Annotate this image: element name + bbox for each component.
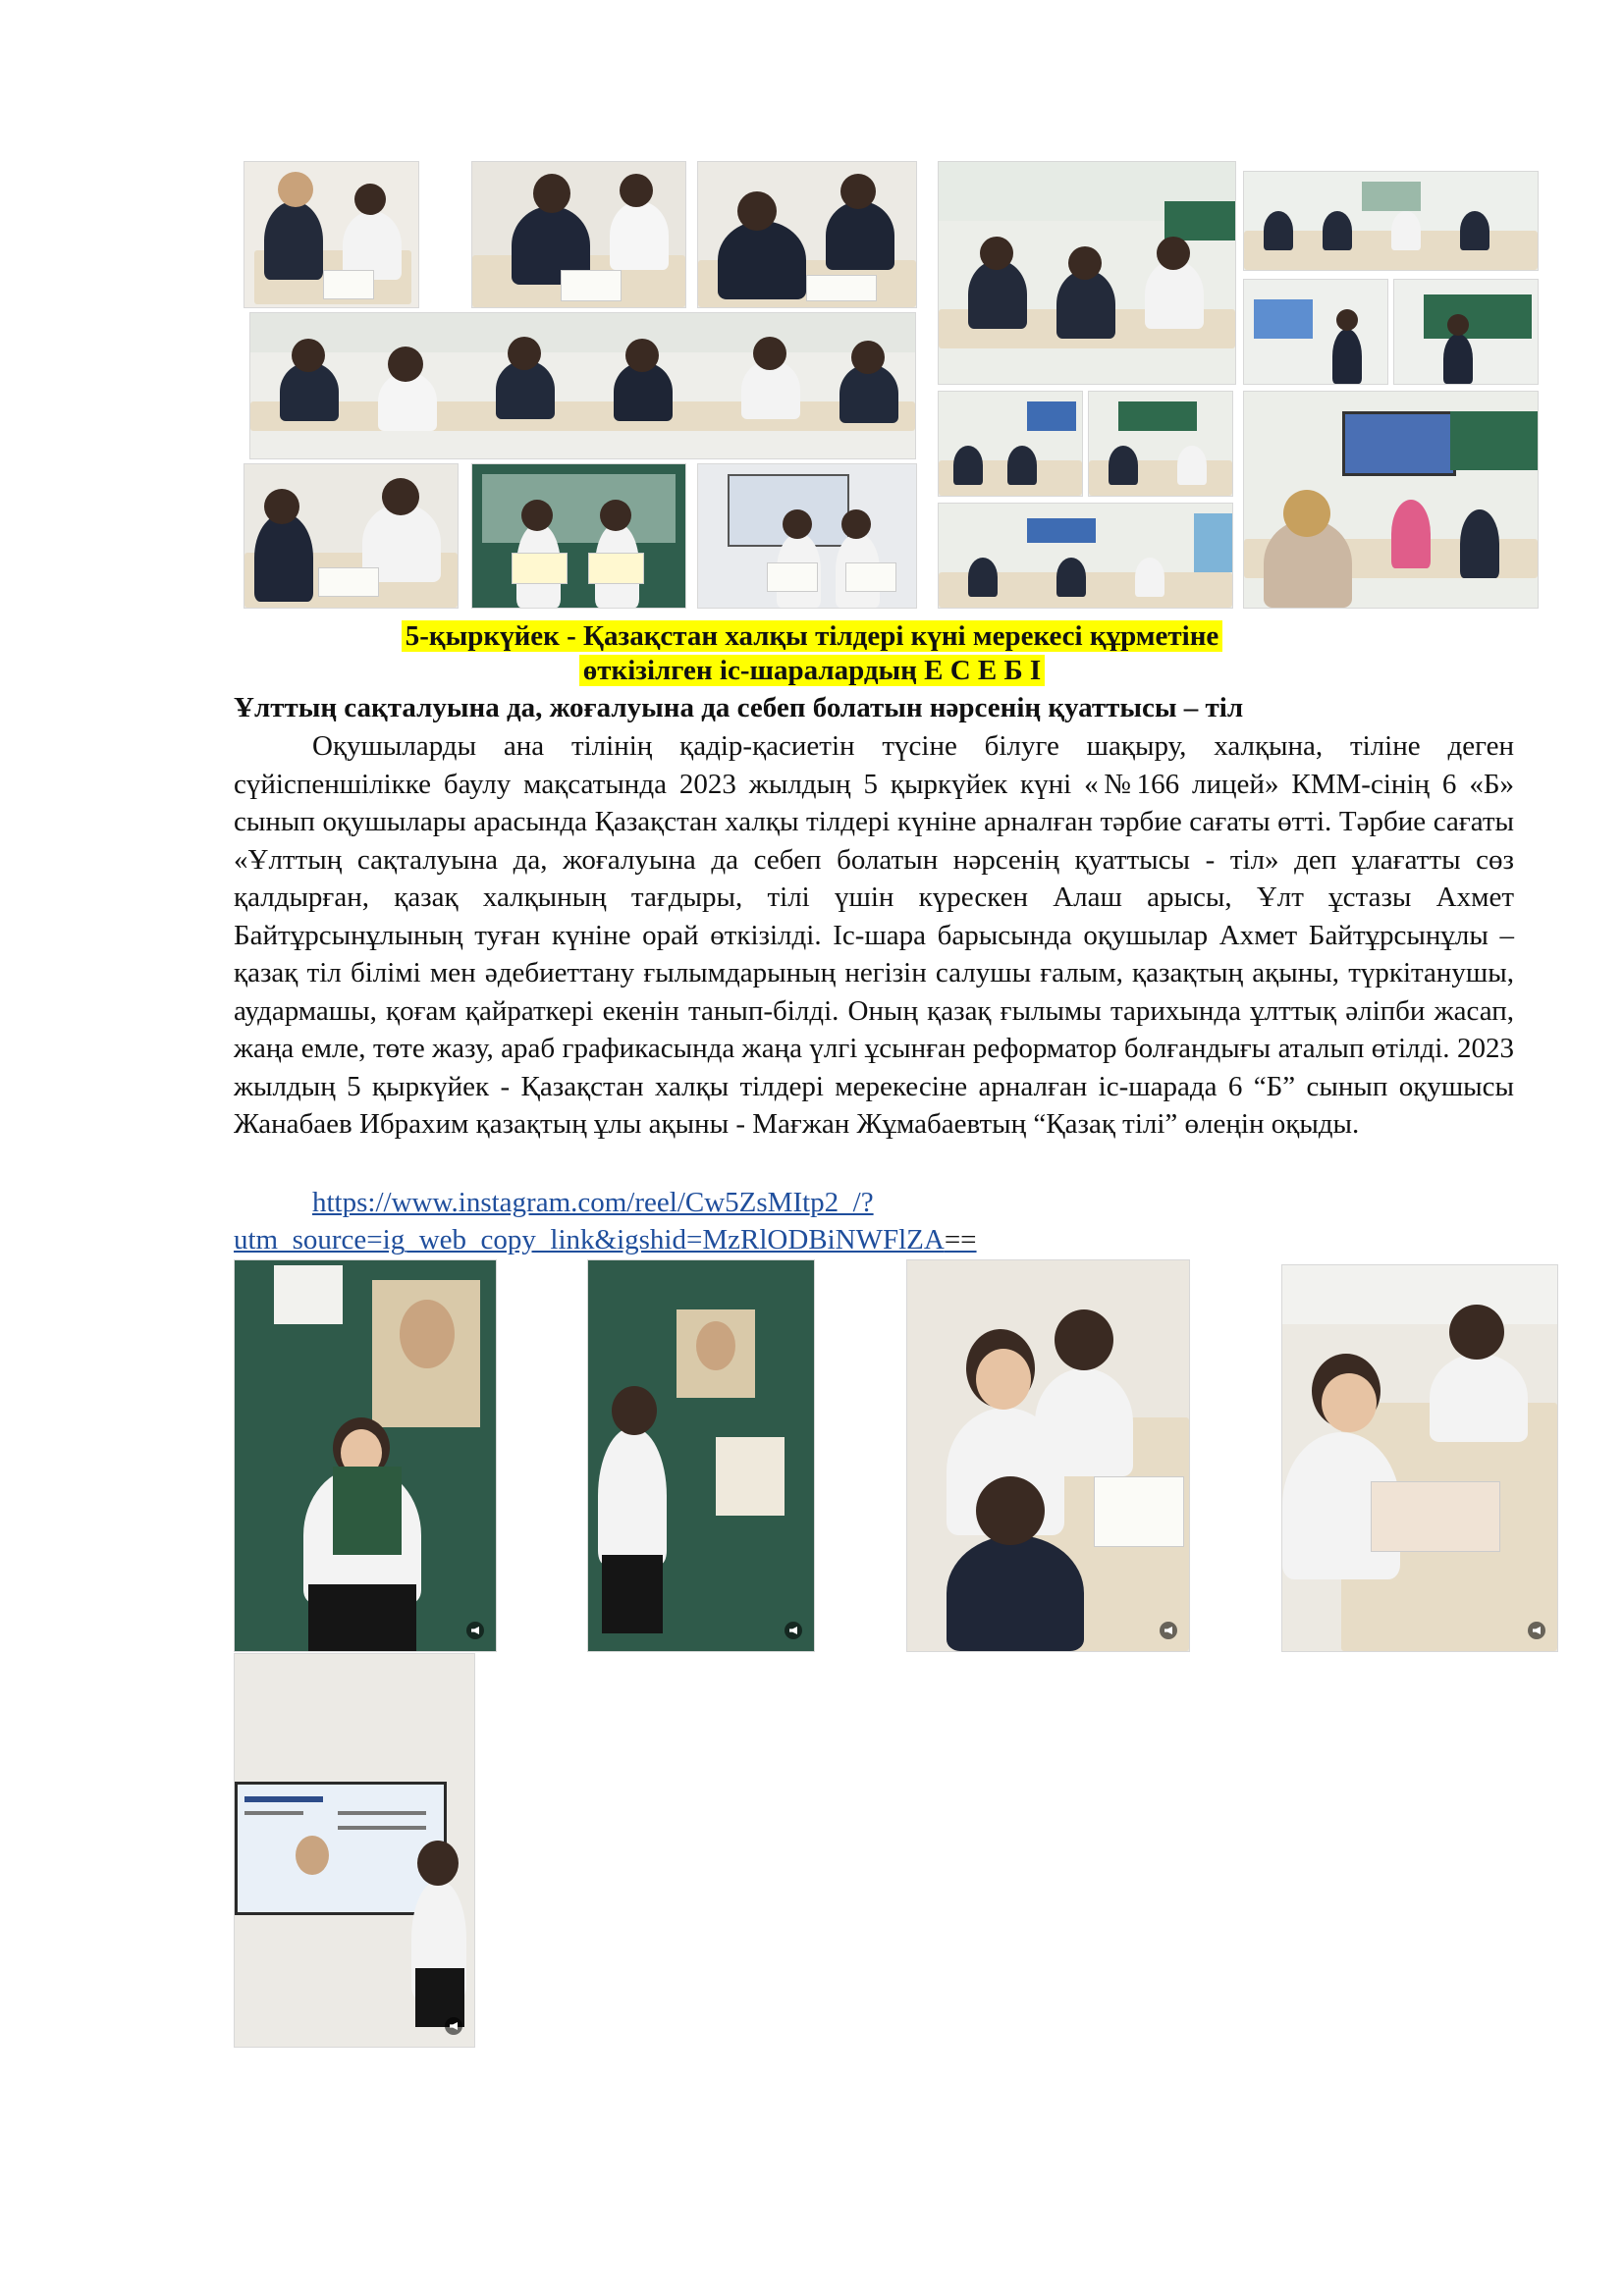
photo-classroom-teacher: [1243, 171, 1539, 271]
photo-classroom-lesson-1: [938, 161, 1236, 385]
instagram-link-line1[interactable]: [312, 1184, 874, 1221]
report-title-line1: 5-қыркүйек - Қазақстан халқы тілдері күні мерекесі құрметіне: [402, 620, 1223, 652]
instagram-link-line2[interactable]: [234, 1221, 977, 1258]
photo-classroom-lesson-2: [938, 391, 1083, 497]
video-boys-desk[interactable]: [1281, 1264, 1558, 1652]
photo-girls-posters: [471, 463, 686, 609]
report-title: [0, 619, 1624, 653]
report-title-2: [0, 654, 1624, 687]
video-girl-book[interactable]: [234, 1259, 497, 1652]
photo-classroom-lesson-3: [1088, 391, 1233, 497]
photo-presentation-1: [1243, 279, 1388, 385]
photo-presentation-2: [1393, 279, 1539, 385]
photo-students-drawing-3: [697, 161, 917, 308]
video-boys-reading[interactable]: [906, 1259, 1190, 1652]
mute-icon[interactable]: [466, 1622, 484, 1639]
photo-teacher-flowers: [1243, 391, 1539, 609]
instagram-link-tail: ==: [944, 1224, 977, 1255]
body-paragraph: Оқушыларды ана тілінің қадір-қасиетін түсіне білуге шақыру, халқына, тіліне деген сүйіспеншілікке баулу мақсатында 2023 жылдың 5 қыркүйек күні «№166 лицей» КММ-сінің 6 «Б» сынып оқушылары арасында Қазақстан халқы тілдері күніне арналған тәрбие сағаты өтті. Тәрбие сағаты «Ұлттың сақталуына да, жоғалуына да себеп болатын нәрсенің қуаттысы - тіл» деп ұлағатты сөз қалдырған, қазақ халқының тағдыры, тілі үшін күрескен Алаш арысы, Ұлт ұстазы Ахмет Байтұрсынұлының туған күніне орай өткізілді. Іс-шара барысында оқушылар Ахмет Байтұрсынұлы – қазақ тіл білімі мен әдебиеттану ғылымдарының негізін салушы ғалым, қазақтың ақыны, түркітанушы, аудармашы, қоғам қайраткері екенін танып-білді. Оның қазақ ғылымы тарихында ұлттық әліпби жасап, жаңа емле, төте жазу, араб графикасында жаңа үлгі ұсынған реформатор болғандығы аталып өтілді. 2023 жылдың 5 қыркүйек - Қазақстан халқы тілдері мерекесіне арналған іс-шарада 6 “Б” сынып оқушысы Жанабаев Ибрахим қазақтың ұлы ақыны - Мағжан Жұмабаевтың “Қазақ тілі” өлеңін оқыды.: [234, 730, 1514, 1140]
video-girl-pointer[interactable]: [587, 1259, 815, 1652]
section-heading: Ұлттың сақталуына да, жоғалуына да себеп болатын нәрсенің қуаттысы – тіл: [234, 692, 1244, 723]
photo-girls-screen: [697, 463, 917, 609]
video-girl-smartboard[interactable]: [234, 1653, 475, 2048]
instagram-link-text-2: utm_source=ig_web_copy_link&igshid=MzRlODBiNWFlZA: [234, 1224, 945, 1255]
mute-icon[interactable]: [785, 1622, 802, 1639]
mute-icon[interactable]: [1528, 1622, 1545, 1639]
mute-icon[interactable]: [445, 2017, 462, 2035]
photo-students-drawing-2: [471, 161, 686, 308]
instagram-link-text-1: https://www.instagram.com/reel/Cw5ZsMItp2_/?: [312, 1187, 874, 1218]
photo-students-paper: [244, 463, 459, 609]
photo-classroom-wide: [249, 312, 916, 459]
mute-icon[interactable]: [1160, 1622, 1177, 1639]
photo-classroom-lesson-4: [938, 503, 1233, 609]
report-title-line2: өткізілген іс-шаралардың Е С Е Б І: [579, 655, 1045, 686]
photo-students-drawing-1: [244, 161, 419, 308]
